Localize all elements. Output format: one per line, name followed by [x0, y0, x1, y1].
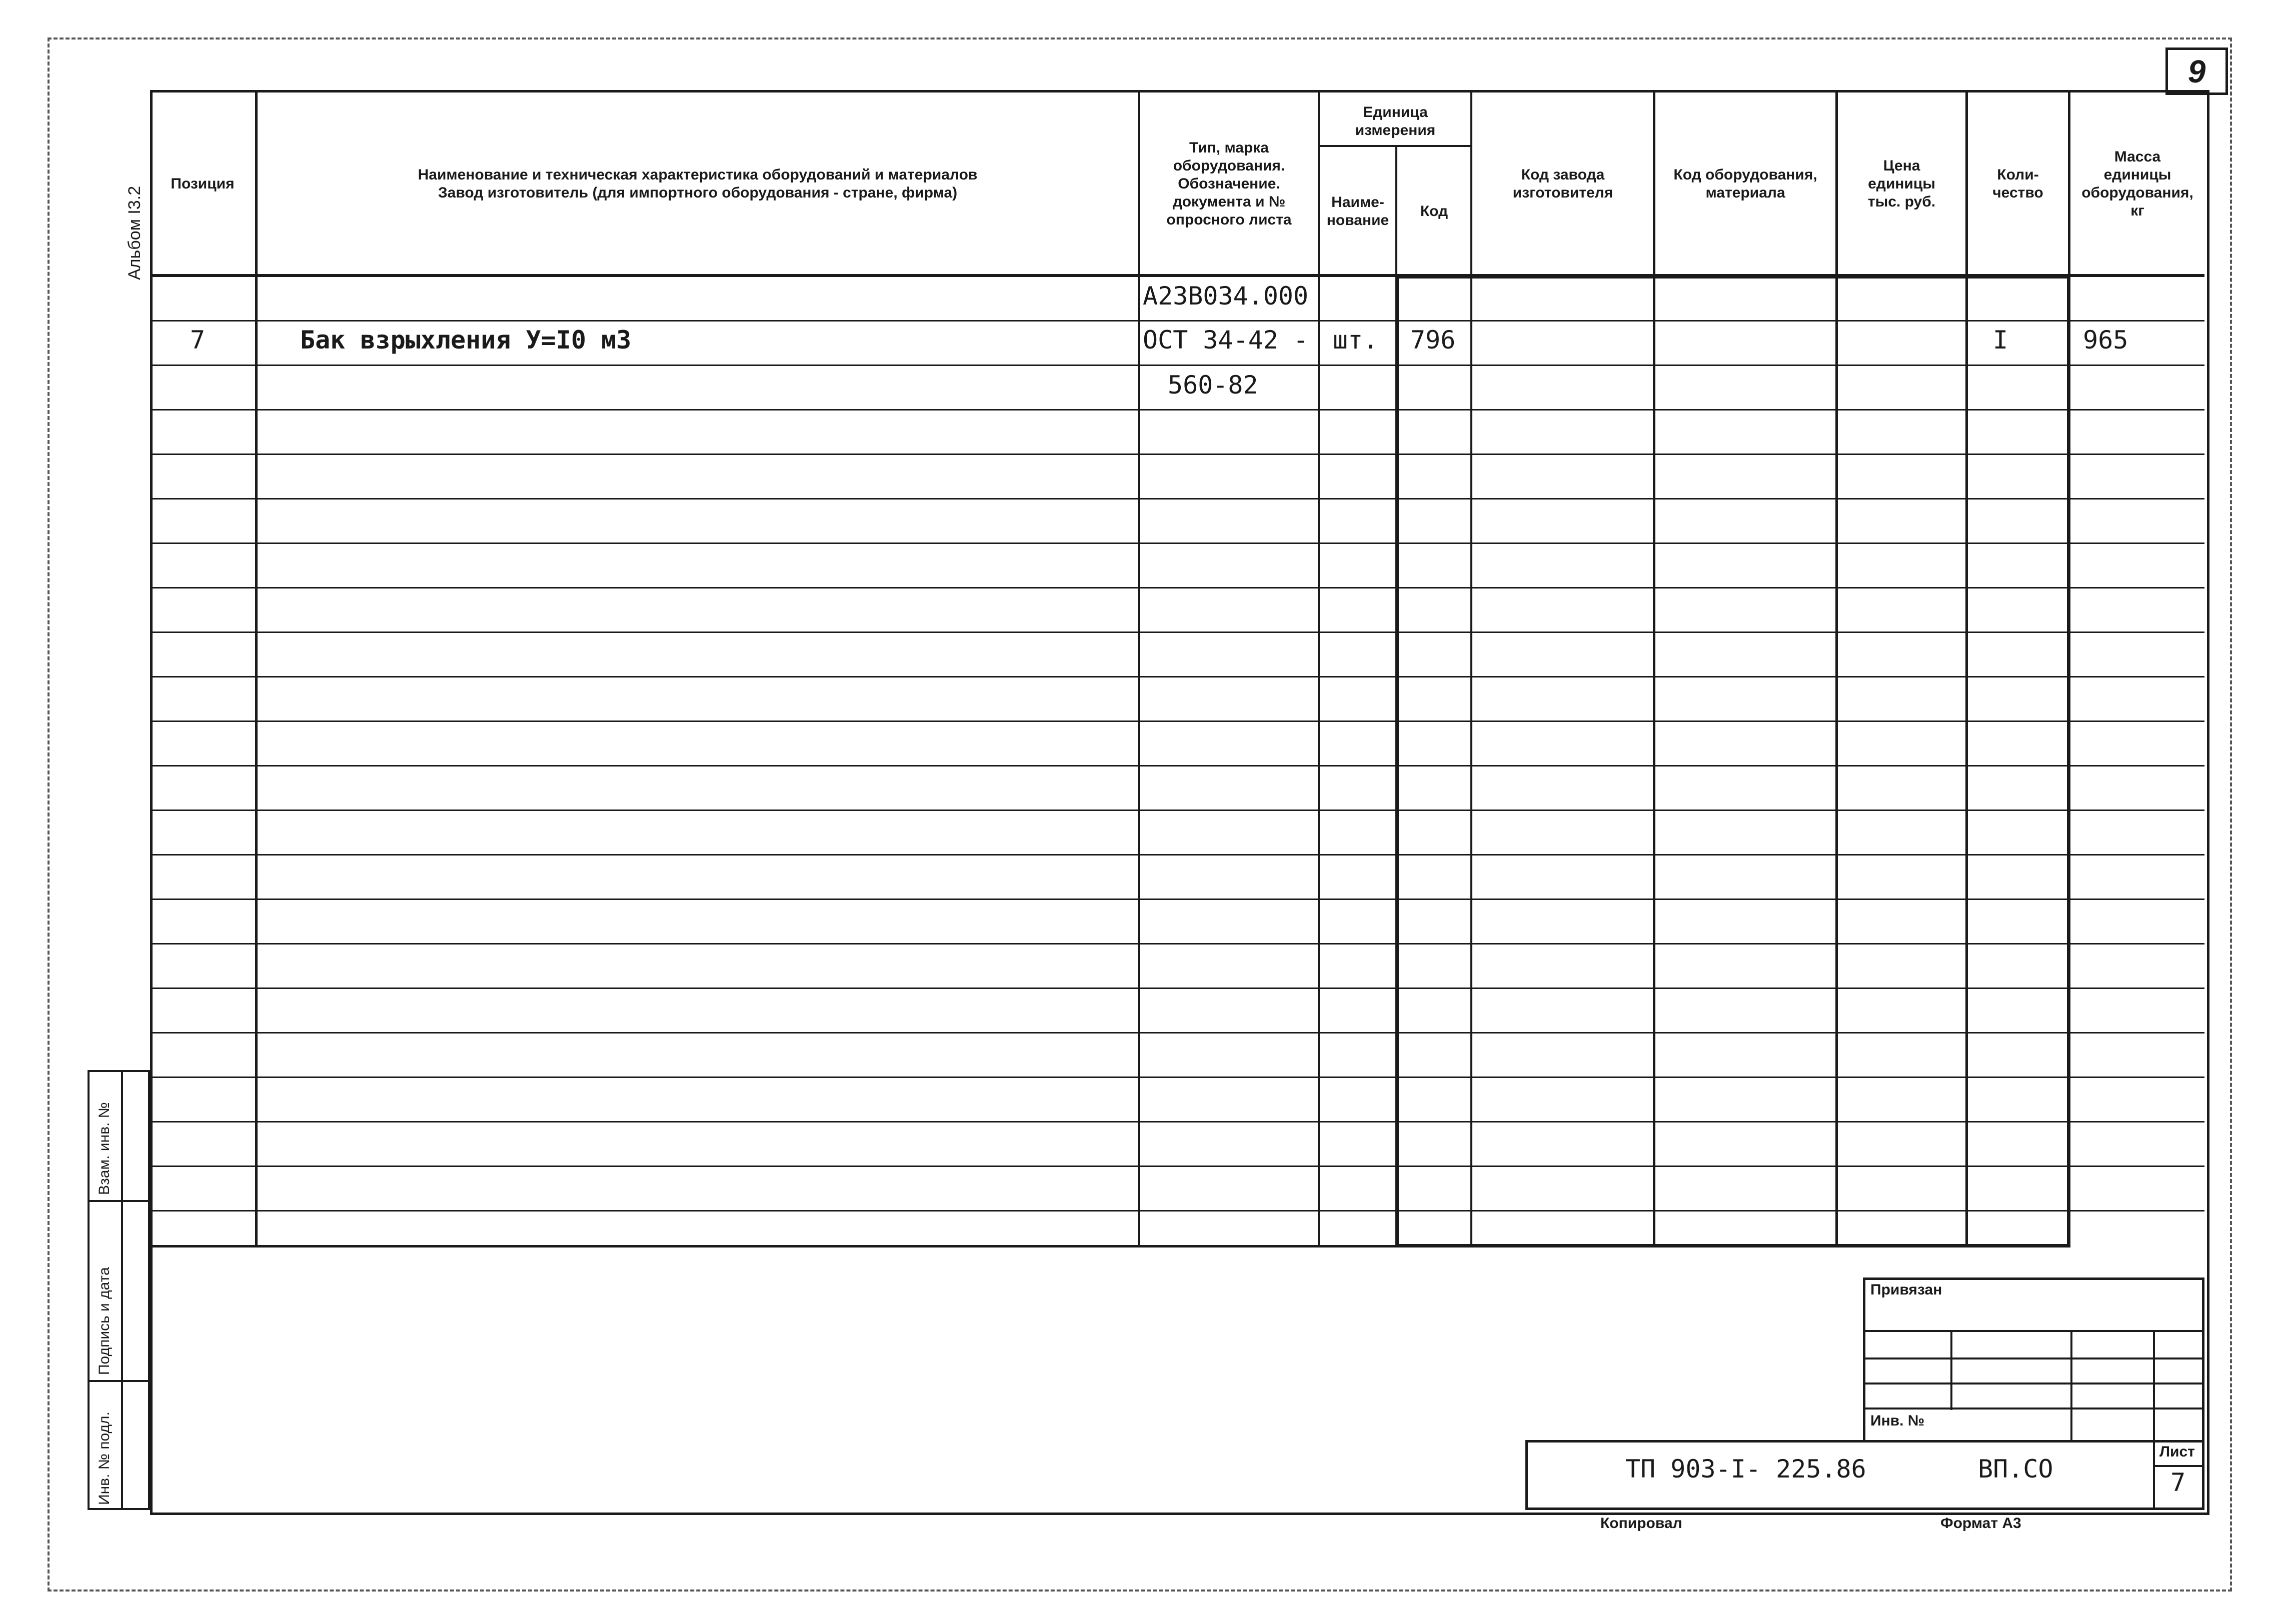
document-suffix: ВП.СО — [1978, 1454, 2053, 1484]
inv-label: Инв. № — [1870, 1412, 1925, 1429]
document-code: ТП 903-I- 225.86 — [1625, 1454, 1866, 1484]
margin-label-inv: Инв. № подл. — [96, 1412, 113, 1505]
row2-mass: 965 — [2083, 326, 2128, 354]
list-label: Лист — [2159, 1444, 2195, 1460]
copied-label: Копировал — [1600, 1515, 1682, 1532]
header-mass: Масса единицы оборудования, кг — [2081, 148, 2193, 219]
header-unit-group: Единица измерения — [1355, 104, 1436, 138]
header-equipment-code: Код оборудования, материала — [1673, 166, 1817, 201]
sheet-number: 9 — [2187, 53, 2206, 90]
margin-label-vzam: Взам. инв. № — [96, 1102, 113, 1195]
row2-type: ОСТ 34-42 - — [1143, 326, 1309, 354]
sheet-number-box — [2165, 48, 2228, 95]
row2-quantity: I — [1993, 326, 2008, 354]
bold-box — [1395, 275, 2070, 1248]
header-quantity: Коли- чество — [1992, 166, 2043, 201]
header-position: Позиция — [171, 175, 235, 192]
header-plant-code: Код завода изготовителя — [1512, 166, 1613, 201]
header-price: Цена единицы тыс. руб. — [1867, 157, 1936, 210]
header-name: Наименование и техническая характеристика оборудований и материалов Завод изготовитель (для импортного оборудования - стране, фирма) — [418, 166, 978, 201]
list-number: 7 — [2170, 1468, 2186, 1497]
album-label — [126, 186, 143, 280]
format-label: Формат А3 — [1940, 1515, 2021, 1532]
header-type: Тип, марка оборудования. Обозначение. документа и № опросного листа — [1166, 139, 1292, 228]
album-label-text: Альбом I3.2 — [125, 186, 144, 280]
header-unit-name: Наиме- нование — [1326, 194, 1389, 228]
row1-type: А23В034.000 — [1143, 282, 1309, 310]
privyazan-label: Привязан — [1870, 1282, 1942, 1298]
row2-name: Бак взрыхления У=I0 м3 — [300, 326, 632, 354]
header-unit-code: Код — [1420, 202, 1448, 220]
margin-label-podpis: Подпись и дата — [96, 1267, 113, 1375]
row2-code: 796 — [1410, 326, 1456, 354]
row2-position: 7 — [190, 326, 206, 354]
row3-type: 560-82 — [1168, 370, 1258, 400]
row2-unit: шт. — [1333, 326, 1378, 354]
